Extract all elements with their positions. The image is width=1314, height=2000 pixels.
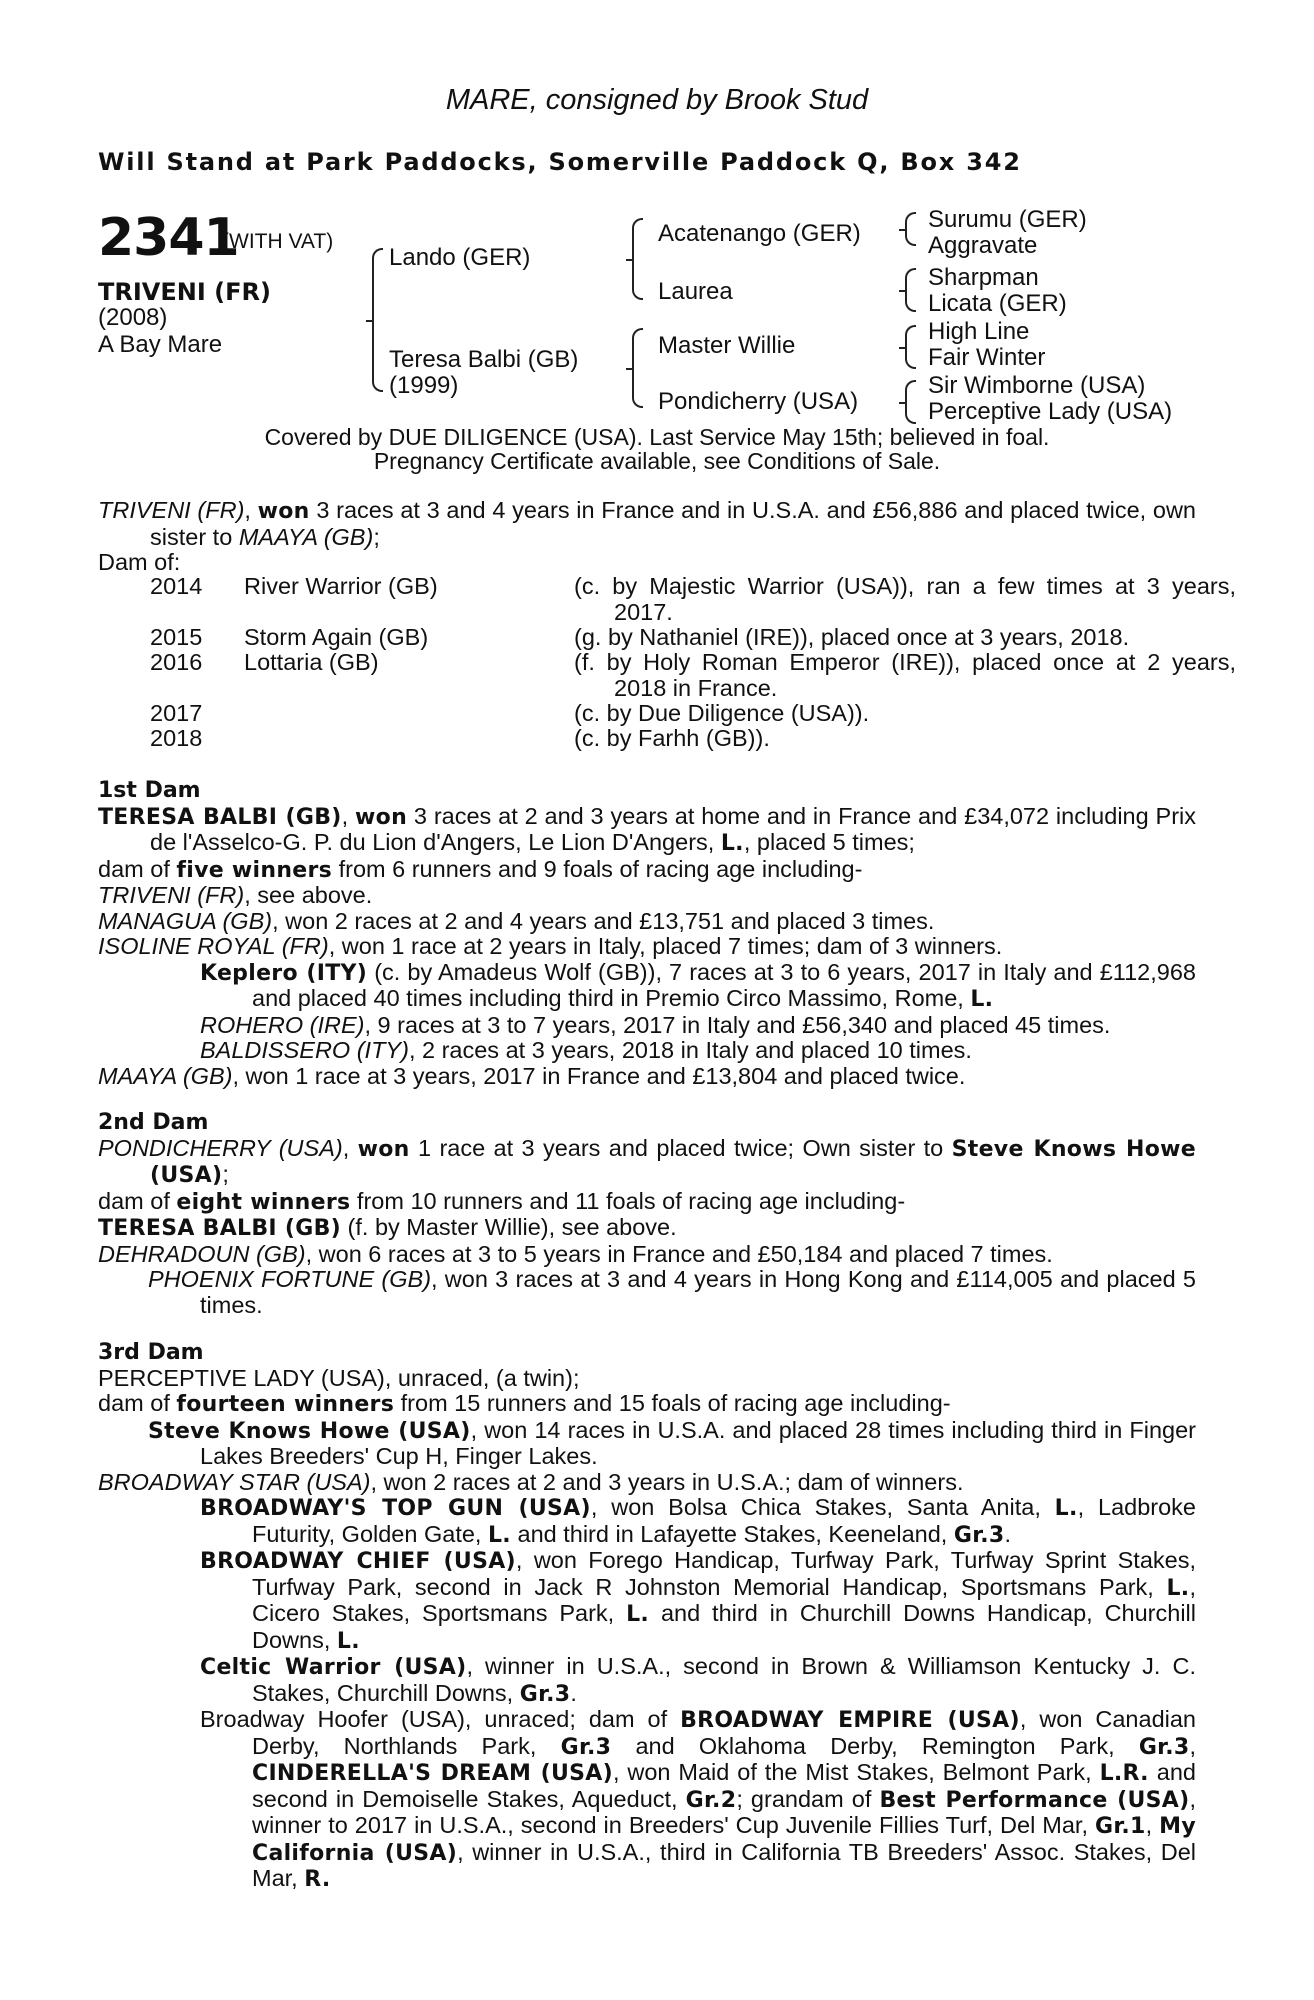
group-mark: Gr.1 xyxy=(1095,1814,1146,1839)
progeny-desc: (g. by Nathaniel (IRE)), placed once at 3 years, 2018. xyxy=(574,624,1130,650)
produce-name: MAAYA (GB) xyxy=(98,1062,233,1089)
pedigree-brace-gg2 xyxy=(905,268,916,312)
produce-name: BROADWAY STAR (USA) xyxy=(98,1468,371,1495)
pedigree-dam-dam: Pondicherry (USA) xyxy=(658,388,859,415)
pedigree-brace-gg4 xyxy=(905,380,916,424)
pedigree-brace-gg1 xyxy=(905,212,916,246)
grandproduce-text: , 2 races at 3 years, 2018 in Italy and placed 10 times. xyxy=(408,1037,972,1063)
grandproduce-name: BROADWAY'S TOP GUN (USA) xyxy=(200,1496,591,1521)
stand-location: Will Stand at Park Paddocks, Somerville Paddock Q, Box 342 xyxy=(98,148,1022,176)
grandproduce-text: (c. by Amadeus Wolf (GB)), 7 races at 3 to 6 years, 2017 in Italy and £112,968 and placed 40 times including third in Premio Circo Massimo, Rome, xyxy=(252,958,1196,1011)
grandproduce-text: , winner in U.S.A., second in Brown & Williamson Kentucky J. C. Stakes, Churchill Downs, xyxy=(252,1653,1196,1706)
produce-text: (f. by Master Willie), see above. xyxy=(341,1214,677,1240)
third-dam-section xyxy=(98,1340,1196,1893)
grandproduce-name: ROHERO (IRE) xyxy=(200,1011,365,1038)
progeny-year: 2016 xyxy=(150,649,203,675)
grandproduce-entry xyxy=(98,1038,1196,1064)
grandproduce-text: and second in Demoiselle Stakes, Aqueduct, xyxy=(252,1759,1196,1812)
second-dam-text: 1 race at 3 years and placed twice; Own sister to xyxy=(409,1134,952,1161)
listed-mark: L.R. xyxy=(1099,1761,1149,1786)
group-mark: Gr.2 xyxy=(685,1787,737,1813)
pedigree-ggp-3: Sharpman xyxy=(928,264,1039,291)
summary-text: 3 races at 3 and 4 years in France and in U.S.A. and £56,886 and placed twice, own sister to xyxy=(150,497,1196,550)
pedigree-sire-sire: Acatenango (GER) xyxy=(658,220,861,247)
produce-entry xyxy=(98,934,1196,960)
grandproduce-text: , xyxy=(1189,1732,1196,1759)
produce-name: DEHRADOUN (GB) xyxy=(98,1240,306,1267)
grandproduce-text: and Oklahoma Derby, Remington Park, xyxy=(611,1732,1139,1759)
first-dam-heading: 1st Dam xyxy=(98,778,201,803)
progeny-year: 2017 xyxy=(150,700,203,726)
horse-year: (2008) xyxy=(98,304,168,331)
grandproduce-text: , won Bolsa Chica Stakes, Santa Anita, xyxy=(590,1494,1055,1520)
grandproduce-text: , xyxy=(1145,1812,1160,1838)
listed-mark: L. xyxy=(336,1628,360,1654)
winners-count: fourteen winners xyxy=(176,1392,395,1417)
produce-entry xyxy=(98,1242,1196,1268)
pedigree-dam-sire: Master Willie xyxy=(658,332,796,359)
summary-name: TRIVENI (FR) xyxy=(98,497,245,523)
dam-of-suffix: from 6 runners and 9 foals of racing age including- xyxy=(332,855,863,882)
produce-entry xyxy=(98,1064,1196,1090)
progeny-desc: (c. by Due Diligence (USA)). xyxy=(574,700,870,726)
pedigree-ggp-7: Sir Wimborne (USA) xyxy=(928,372,1146,399)
dam-of-suffix: from 15 runners and 15 foals of racing age including- xyxy=(394,1390,951,1416)
pedigree-dam: Teresa Balbi (GB) xyxy=(389,346,579,373)
covering-line: Covered by DUE DILIGENCE (USA). Last Service May 15th; believed in foal. xyxy=(264,424,1050,450)
grandproduce-text: , Ladbroke Futurity, Golden Gate, xyxy=(252,1494,1196,1547)
second-dam-sister: Steve Knows Howe (USA) xyxy=(150,1136,1196,1188)
produce-text: , see above. xyxy=(244,882,373,908)
first-dam-section xyxy=(98,778,1196,1089)
grandproduce-text: , winner to 2017 in U.S.A., second in Breeders' Cup Juvenile Fillies Turf, Del Mar, xyxy=(252,1785,1197,1838)
winners-count: eight winners xyxy=(176,1189,351,1215)
dam-of-suffix: from 10 runners and 11 foals of racing age including- xyxy=(350,1187,906,1214)
progeny-year: 2014 xyxy=(150,573,203,599)
grandproduce-text: , Cicero Stakes, Sportsmans Park, xyxy=(252,1573,1196,1626)
pedigree-ggp-6: Fair Winter xyxy=(928,344,1046,371)
dam-of-prefix: dam of xyxy=(98,855,177,882)
produce-text: , won 2 races at 2 and 3 years in U.S.A.; dam of winners. xyxy=(370,1468,964,1495)
second-dam-paragraph: PONDICHERRY (USA), won 1 race at 3 years and placed twice; Own sister to Steve Knows Howe (USA); xyxy=(98,1134,1196,1188)
grandproduce-text: Broadway Hoofer (USA), unraced; dam of xyxy=(200,1706,681,1732)
grandproduce-text: and third in Lafayette Stakes, Keeneland, xyxy=(510,1520,954,1547)
pedigree-sire-dam: Laurea xyxy=(658,278,733,305)
lot-number: 2341 xyxy=(98,208,239,268)
second-dam-end: ; xyxy=(222,1161,229,1187)
first-dam-text-end: , placed 5 times; xyxy=(743,829,915,855)
listed-mark: L. xyxy=(970,987,994,1012)
dam-of-prefix: dam of xyxy=(98,1187,177,1214)
grandproduce-entry xyxy=(98,1495,1196,1548)
grandproduce-entry xyxy=(98,1654,1196,1707)
produce-name: Steve Knows Howe (USA) xyxy=(148,1418,471,1444)
second-dam-heading: 2nd Dam xyxy=(98,1110,209,1135)
produce-text: , won 1 race at 2 years in Italy, placed 7 times; dam of 3 winners. xyxy=(328,933,1003,959)
first-dam-won: won xyxy=(355,804,408,830)
produce-text: , won 14 races in U.S.A. and placed 28 times including third in Finger Lakes Breeders' Cup H, Finger Lakes. xyxy=(200,1416,1197,1469)
produce-entry xyxy=(98,1418,1196,1470)
grandproduce-text: , 9 races at 3 to 7 years, 2017 in Italy and £56,340 and placed 45 times. xyxy=(364,1011,1111,1038)
pedigree-ggp-8: Perceptive Lady (USA) xyxy=(928,398,1173,425)
grandproduce-entry xyxy=(98,1013,1196,1039)
progeny-desc: (f. by Holy Roman Emperor (IRE)), placed once at 2 years, 2018 in France. xyxy=(574,649,1236,701)
second-dam-produce-line xyxy=(98,1189,1196,1216)
pedigree-brace-sire xyxy=(632,218,643,300)
grandproduce-name: Keplero (ITY) xyxy=(200,960,368,986)
progeny-year: 2015 xyxy=(150,624,203,650)
listed-mark: L. xyxy=(1166,1575,1190,1601)
pedigree-ggp-2: Aggravate xyxy=(928,232,1038,259)
grandproduce-name: My California (USA) xyxy=(252,1814,1197,1866)
second-dam-section xyxy=(98,1110,1196,1318)
grandproduce-name: Celtic Warrior (USA) xyxy=(200,1655,467,1680)
produce-name: TERESA BALBI (GB) xyxy=(98,1216,341,1241)
listed-mark: L. xyxy=(720,831,744,856)
progeny-name: Storm Again (GB) xyxy=(244,624,429,650)
page-title: MARE, consigned by Brook Stud xyxy=(445,84,869,116)
first-dam-text: 3 races at 2 and 3 years at home and in France and £34,072 including Prix de l'Asselco-G. P. du Lion d'Angers, Le Lion D'Angers, xyxy=(150,802,1196,855)
group-mark: Gr.3 xyxy=(560,1734,612,1760)
first-dam-paragraph: TERESA BALBI (GB), won 3 races at 2 and 3 years at home and in France and £34,072 including Prix de l'Asselco-G. P. du Lion d'Angers, Le Lion D'Angers, L., placed 5 times; xyxy=(98,802,1196,856)
grandproduce-name: BALDISSERO (ITY) xyxy=(200,1037,409,1063)
summary-section xyxy=(98,498,1196,576)
progeny-name: River Warrior (GB) xyxy=(244,573,438,599)
second-dam-name: PONDICHERRY (USA) xyxy=(98,1134,343,1161)
grandproduce-text: , won Canadian Derby, Northlands Park, xyxy=(252,1706,1196,1759)
produce-entry xyxy=(98,883,1196,909)
progeny-desc: (c. by Farhh (GB)). xyxy=(574,725,770,751)
vat-note: (WITH VAT) xyxy=(222,230,334,253)
grandproduce-text: , winner in U.S.A., third in California TB Breeders' Assoc. Stakes, Del Mar, xyxy=(252,1838,1196,1891)
pedigree-dam-year: (1999) xyxy=(389,372,459,399)
produce-name: ISOLINE ROYAL (FR) xyxy=(98,933,329,959)
group-mark: Gr.3 xyxy=(1138,1734,1190,1760)
pedigree-ggp-1: Surumu (GER) xyxy=(928,206,1087,233)
produce-name: TRIVENI (FR) xyxy=(98,882,245,908)
group-mark: Gr.3 xyxy=(953,1522,1005,1548)
pedigree-brace-main xyxy=(372,248,383,392)
grandproduce-text: . xyxy=(1004,1520,1012,1547)
winners-count: five winners xyxy=(176,857,333,883)
pedigree-sire: Lando (GER) xyxy=(389,244,531,271)
listed-mark: L. xyxy=(626,1602,650,1627)
produce-entry xyxy=(98,909,1196,935)
grandproduce-text: , won Forego Handicap, Turfway Park, Turfway Sprint Stakes, Turfway Park, second in Jack R Johnston Memorial Handicap, Sportsmans Park, xyxy=(252,1547,1196,1600)
first-dam-produce-line xyxy=(98,857,1196,884)
grandproduce-name: BROADWAY EMPIRE (USA) xyxy=(680,1708,1020,1733)
pedigree-brace-dam xyxy=(632,328,643,408)
grandproduce-text: , won Maid of the Mist Stakes, Belmont Park, xyxy=(612,1759,1100,1785)
grandproduce-entry xyxy=(98,1707,1196,1893)
pedigree-brace-gg3 xyxy=(905,325,916,369)
produce-text: , won 3 races at 3 and 4 years in Hong Kong and £114,005 and placed 5 times. xyxy=(200,1266,1196,1318)
third-dam-produce-line xyxy=(98,1391,1196,1418)
produce-entry xyxy=(98,1215,1196,1242)
produce-text: , won 6 races at 3 to 5 years in France and £50,184 and placed 7 times. xyxy=(305,1240,1053,1267)
produce-text: , won 1 race at 3 years, 2017 in France and £13,804 and placed twice. xyxy=(232,1062,966,1089)
third-dam-heading: 3rd Dam xyxy=(98,1340,204,1365)
dam-of-label: Dam of: xyxy=(98,549,181,575)
pregnancy-line: Pregnancy Certificate available, see Conditions of Sale. xyxy=(373,448,941,474)
horse-name: TRIVENI (FR) xyxy=(98,278,271,306)
listed-mark: L. xyxy=(1054,1496,1078,1521)
summary-won: won xyxy=(257,499,310,524)
third-dam-line: PERCEPTIVE LADY (USA), unraced, (a twin); xyxy=(98,1364,580,1391)
first-dam-name: TERESA BALBI (GB) xyxy=(98,804,342,830)
produce-entry xyxy=(98,1470,1196,1496)
progeny-year: 2018 xyxy=(150,725,203,751)
pedigree-ggp-4: Licata (GER) xyxy=(928,290,1067,317)
listed-mark: L. xyxy=(487,1522,511,1548)
horse-description: A Bay Mare xyxy=(98,331,223,358)
grandproduce-name: CINDERELLA'S DREAM (USA) xyxy=(252,1761,613,1786)
progeny-name: Lottaria (GB) xyxy=(244,649,379,675)
grandproduce-name: BROADWAY CHIEF (USA) xyxy=(200,1549,516,1574)
grandproduce-entry xyxy=(98,1548,1196,1654)
grandproduce-text: and third in Churchill Downs Handicap, Churchill Downs, xyxy=(252,1600,1196,1653)
grandproduce-name: Best Performance (USA) xyxy=(879,1787,1190,1813)
produce-name: MANAGUA (GB) xyxy=(98,907,273,934)
summary-sister: MAAYA (GB) xyxy=(238,523,374,550)
second-dam-won: won xyxy=(357,1136,410,1162)
progeny-desc: (c. by Majestic Warrior (USA)), ran a few times at 3 years, 2017. xyxy=(574,573,1236,625)
summary-paragraph: TRIVENI (FR), won 3 races at 3 and 4 years in France and in U.S.A. and £56,886 and placed twice, own sister to MAAYA (GB); xyxy=(98,497,1196,550)
grandproduce-text: . xyxy=(570,1679,577,1706)
produce-entry xyxy=(98,1267,1196,1318)
summary-end: ; xyxy=(373,523,380,550)
produce-name: PHOENIX FORTUNE (GB) xyxy=(148,1266,432,1292)
grandproduce-entry xyxy=(98,960,1196,1013)
restricted-mark: R. xyxy=(304,1867,331,1892)
grandproduce-text: ; grandam of xyxy=(736,1785,880,1812)
pedigree-ggp-5: High Line xyxy=(928,318,1030,345)
dam-of-prefix: dam of xyxy=(98,1390,177,1416)
produce-text: , won 2 races at 2 and 4 years and £13,751 and placed 3 times. xyxy=(272,907,935,934)
group-mark: Gr.3 xyxy=(519,1681,571,1707)
progeny-table xyxy=(150,573,1236,754)
